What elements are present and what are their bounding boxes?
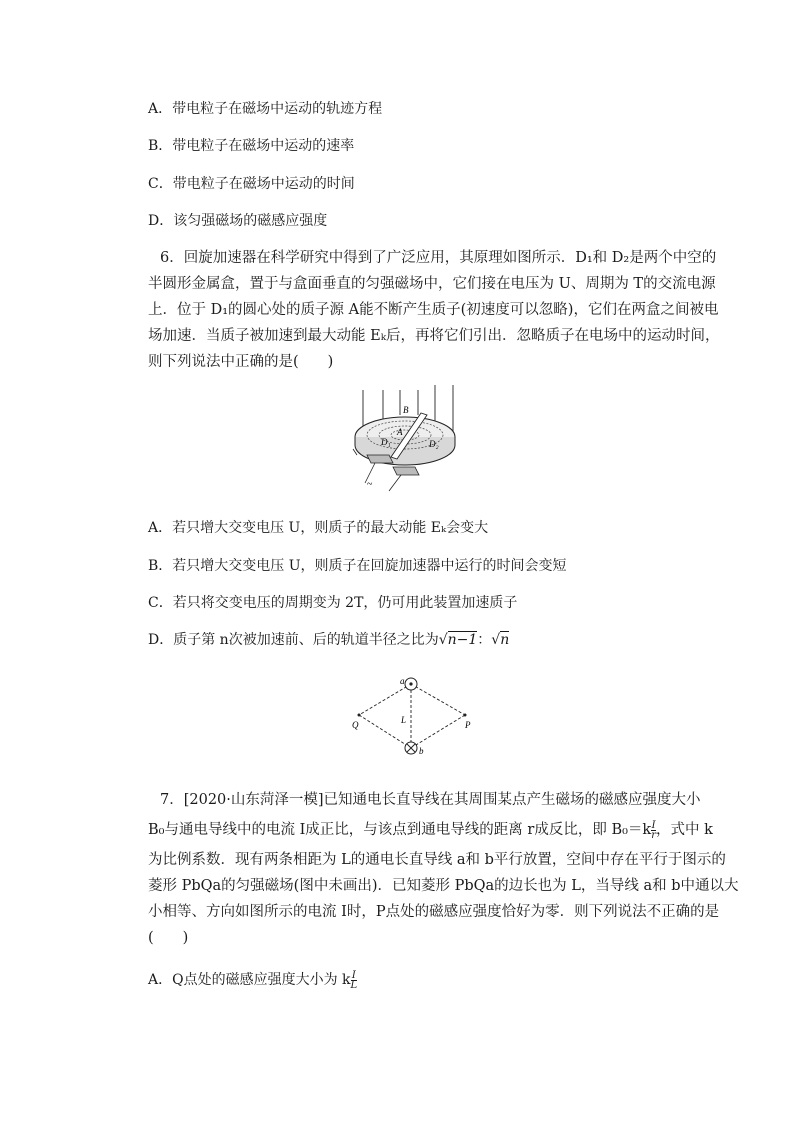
- label-b: b: [419, 746, 424, 756]
- q7-option-a: [148, 970, 357, 990]
- frac-den: L: [350, 979, 358, 991]
- radicand-2: n: [500, 632, 510, 648]
- q6-stem-line1: 6．回旋加速器在科学研究中得到了广泛应用，其原理如图所示．D₁和 D₂是两个中空的: [160, 250, 717, 266]
- ratio-colon: ：: [477, 632, 492, 648]
- q5-option-c: C．带电粒子在磁场中运动的时间: [148, 176, 355, 192]
- label-d2: D₂: [429, 439, 439, 449]
- q6-stem-line4: 场加速．当质子被加速到最大动能 Eₖ后，再将它们引出．忽略质子在电场中的运动时间，: [148, 328, 720, 344]
- label-p: P: [465, 720, 471, 730]
- q5-option-b: B．带电粒子在磁场中运动的速率: [148, 138, 355, 154]
- q7-line5: 小相等、方向如图所示的电流 I时，P点处的磁感应强度恰好为零．则下列说法不正确的是: [148, 904, 720, 920]
- q6-option-d-prefix: D．质子第 n次被加速前、后的轨道半径之比为: [148, 632, 439, 648]
- label-a: A: [397, 427, 403, 437]
- cyclotron-figure: [345, 385, 465, 493]
- q6-option-c: C．若只将交变电压的周期变为 2T，仍可用此装置加速质子: [148, 595, 518, 611]
- sqrt-symbol: √: [491, 632, 501, 648]
- q7-line3: 为比例系数．现有两条相距为 L的通电长直导线 a和 b平行放置，空间中存在平行于图示的: [148, 852, 726, 868]
- q7-line2-prefix: B₀与通电导线中的电流 I成正比，与该点到通电导线的距离 r成反比，即 B₀＝k: [148, 822, 652, 838]
- q7-line1: 7．[2020·山东菏泽一模]已知通电长直导线在其周围某点产生磁场的磁感应强度大小: [160, 792, 701, 808]
- label-ac-source: ~: [367, 479, 373, 490]
- q5-option-d: D．该匀强磁场的磁感应强度: [148, 213, 328, 229]
- label-d1: D₁: [381, 437, 391, 447]
- label-b: B: [403, 405, 409, 415]
- q6-option-d: [148, 630, 509, 650]
- q6-stem-line3: 上．位于 D₁的圆心处的质子源 A能不断产生质子(初速度可以忽略)，它们在两盒之间被电: [148, 302, 719, 318]
- label-l: L: [401, 715, 407, 725]
- label-q: Q: [352, 720, 359, 730]
- q6-stem-line5: 则下列说法中正确的是( ): [148, 354, 334, 370]
- q7-line2-suffix: ，式中 k: [656, 822, 713, 838]
- q5-option-a: A．带电粒子在磁场中运动的轨迹方程: [148, 101, 383, 117]
- rhombus-figure: [345, 672, 475, 758]
- fraction-i-over-l: [351, 971, 358, 990]
- q7-line6: ( ): [148, 930, 189, 946]
- frac-num: I: [351, 969, 356, 981]
- sqrt-symbol: √: [438, 632, 448, 648]
- q7-line4: 菱形 PbQa的匀强磁场(图中未画出)．已知菱形 PbQa的边长也为 L，当导线 a和 b中通以大: [148, 878, 739, 894]
- q6-option-b: B．若只增大交变电压 U，则质子在回旋加速器中运行的时间会变短: [148, 558, 567, 574]
- q7-line2: [148, 820, 713, 840]
- radicand-1: n−1: [447, 632, 478, 648]
- q6-option-a: A．若只增大交变电压 U，则质子的最大动能 Eₖ会变大: [148, 520, 489, 536]
- frac-den: r: [651, 829, 656, 841]
- q6-stem-line2: 半圆形金属盒，置于与盒面垂直的匀强磁场中，它们接在电压为 U、周期为 T的交流电源: [148, 276, 716, 292]
- label-a: a: [400, 676, 405, 686]
- frac-num: I: [651, 819, 656, 831]
- q7-option-a-prefix: A．Q点处的磁感应强度大小为 k: [148, 972, 351, 988]
